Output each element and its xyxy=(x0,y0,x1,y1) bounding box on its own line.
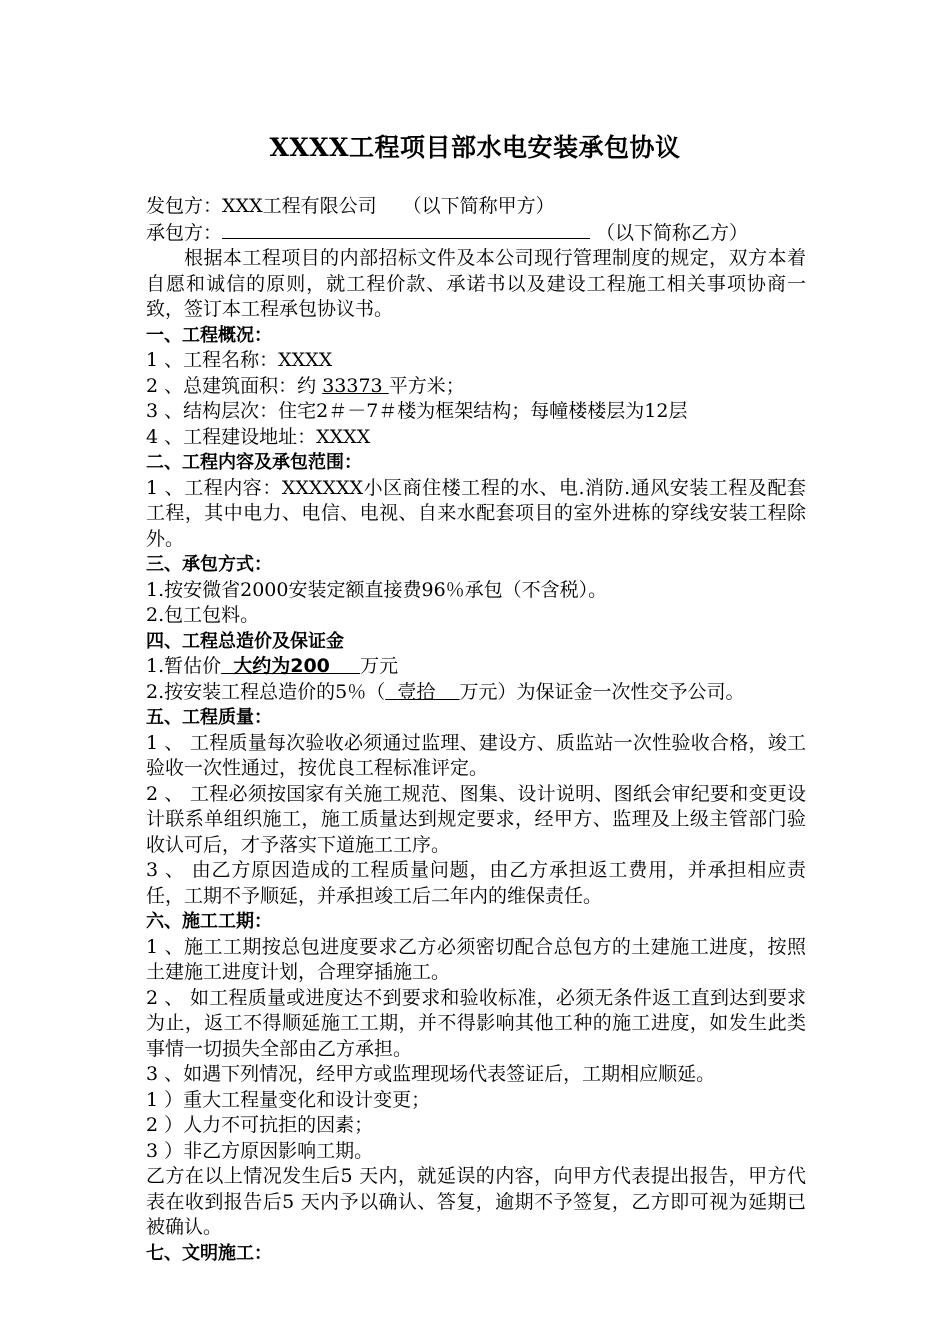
s3-item-2: 2.包工包料。 xyxy=(146,604,260,626)
s4-item-2-post: 万元）为保证金一次性交予公司。 xyxy=(459,680,745,703)
s5-item-2: 2 、 工程必须按国家有关施工规范、图集、设计说明、图纸会审纪要和变更设计联系单组织施工，施工质量达到规定要求，经甲方、监理及上级主管部门验收认可后，才予落实下道施工工序。 xyxy=(146,782,806,856)
s1-item-3: 3 、结构层次：住宅2＃－7＃楼为框架结构；每幢楼楼层为12层 xyxy=(146,400,688,422)
s6-item-4: 乙方在以上情况发生后5 天内，就延误的内容，向甲方代表提出报告，甲方代表在收到报告后5 天内予以确认、答复，逾期不予签复，乙方即可视为延期已被确认。 xyxy=(146,1165,806,1238)
party-a-line xyxy=(146,194,806,220)
s6-item-3a: 1 ）重大工程量变化和设计变更； xyxy=(146,1088,431,1111)
party-a-name: XXX工程有限公司 xyxy=(222,195,377,217)
estimated-price-value: 大约为200 xyxy=(233,655,330,677)
s6-item-2: 2 、 如工程质量或进度达不到要求和验收标准，必须无条件返工直到达到要求为止，返工不得顺延施工工期，并不得影响其他工种的施工进度，如发生此类事情一切损失全部由乙方承担。 xyxy=(146,986,806,1060)
s6-item-3: 3 、如遇下列情况，经甲方或监理现场代表签证后，工期相应顺延。 xyxy=(146,1063,716,1085)
intro-paragraph: 根据本工程项目的内部招标文件及本公司现行管理制度的规定，双方本着自愿和诚信的原则，就工程价款、承诺书以及建设工程施工相关事项协商一致，签订本工程承包协议书。 xyxy=(146,247,806,320)
s6-item-1: 1 、施工工期按总包进度要求乙方必须密切配合总包方的土建施工进度，按照土建施工进度计划，合理穿插施工。 xyxy=(146,935,806,983)
section-6-heading: 六、施工工期： xyxy=(146,911,272,932)
total-area-value: 33373 xyxy=(322,374,383,397)
party-b-label: 承包方： xyxy=(146,221,223,244)
section-1-heading: 一、工程概况： xyxy=(146,324,272,346)
party-b-note: （以下简称乙方） xyxy=(596,221,749,244)
party-b-blank xyxy=(222,220,590,239)
deposit-value: 壹拾 xyxy=(397,680,436,703)
s1-item-2 xyxy=(146,374,806,400)
s1-item-2-label: 2 、总建筑面积：约 xyxy=(146,374,317,397)
s5-item-1: 1 、 工程质量每次验收必须通过监理、建设方、质监站一次性验收合格，竣工验收一次性通过，按优良工程标准评定。 xyxy=(146,731,806,779)
s1-item-4: 4 、工程建设地址：XXXX xyxy=(146,425,371,448)
party-b-line xyxy=(146,220,806,247)
section-5-heading: 五、工程质量： xyxy=(146,707,272,728)
s4-item-1-unit: 万元 xyxy=(360,655,399,677)
party-a-note: （以下简称甲方） xyxy=(402,195,555,217)
s3-item-1: 1.按安微省2000安装定额直接费96％承包（不含税）。 xyxy=(146,578,608,601)
s1-item-2-unit: 平方米； xyxy=(388,374,465,397)
s4-item-1 xyxy=(146,654,806,680)
s4-item-2 xyxy=(146,680,806,706)
s4-item-2-pre: 2.按安装工程总造价的5％（ xyxy=(146,680,386,703)
s6-item-3b: 2 ）人力不可抗拒的因素； xyxy=(146,1114,374,1136)
section-4-heading: 四、工程总造价及保证金 xyxy=(146,630,344,652)
document-title: XXXX工程项目部水电安装承包协议 xyxy=(269,133,681,162)
party-a-label: 发包方： xyxy=(146,195,223,217)
s6-item-3c: 3 ）非乙方原因影响工期。 xyxy=(146,1139,374,1162)
section-2-heading: 二、工程内容及承包范围： xyxy=(146,452,362,473)
s1-item-1: 1 、工程名称：XXXX xyxy=(146,349,333,371)
section-7-heading: 七、文明施工： xyxy=(146,1242,272,1264)
s5-item-3: 3 、 由乙方原因造成的工程质量问题，由乙方承担返工费用，并承担相应责任，工期不予顺延，并承担竣工后二年内的维保责任。 xyxy=(146,859,806,907)
section-3-heading: 三、承包方式： xyxy=(146,554,272,575)
s2-item-1: 1 、工程内容：XXXXXX小区商住楼工程的水、电.消防.通风安装工程及配套工程，其中电力、电信、电视、自来水配套项目的室外进栋的穿线安装工程除外。 xyxy=(146,476,806,550)
s4-item-1-label: 1.暂估价 xyxy=(146,655,222,677)
document-body xyxy=(146,194,806,1266)
